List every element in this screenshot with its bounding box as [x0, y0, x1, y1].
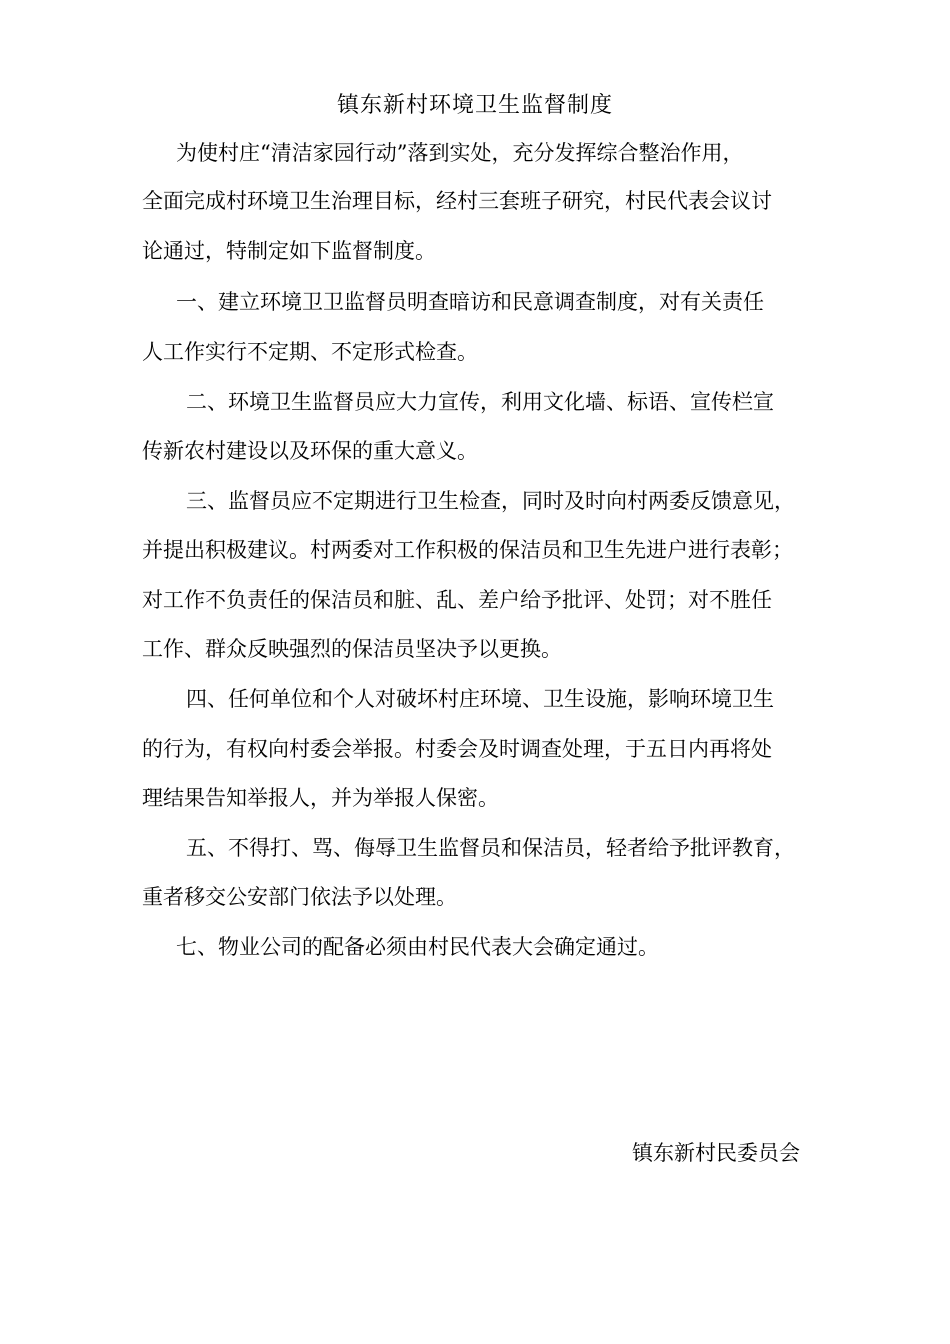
item2-line-2: 传新农村建设以及环保的重大意义。: [142, 439, 478, 463]
item3-line-1: 三、监督员应不定期进行卫生检查，同时及时向村两委反馈意见，: [186, 489, 795, 513]
item4-line-2: 的行为，有权向村委会举报。村委会及时调查处理，于五日内再将处: [142, 737, 772, 761]
item7-line-1: 七、物业公司的配备必须由村民代表大会确定通过。: [176, 935, 659, 959]
document-title: 镇东新村环境卫生监督制度: [336, 93, 613, 118]
item4-line-3: 理结果告知举报人，并为举报人保密。: [142, 786, 499, 810]
signature: 镇东新村民委员会: [632, 1141, 800, 1165]
item2-line-1: 二、环境卫生监督员应大力宣传，利用文化墙、标语、宣传栏宣: [186, 390, 774, 414]
intro-line-3: 论通过，特制定如下监督制度。: [142, 239, 436, 263]
item5-line-2: 重者移交公安部门依法予以处理。: [142, 885, 457, 909]
item3-line-2: 并提出积极建议。村两委对工作积极的保洁员和卫生先进户进行表彰；: [142, 538, 793, 562]
item3-line-3: 对工作不负责任的保洁员和脏、乱、差户给予批评、处罚；对不胜任: [142, 588, 772, 612]
item4-line-1: 四、任何单位和个人对破坏村庄环境、卫生设施，影响环境卫生: [186, 687, 774, 711]
intro-line-1: 为使村庄“清洁家园行动”落到实处，充分发挥综合整治作用，: [176, 141, 744, 165]
item5-line-1: 五、不得打、骂、侮辱卫生监督员和保洁员，轻者给予批评教育，: [186, 836, 795, 860]
item1-line-2: 人工作实行不定期、不定形式检查。: [142, 340, 478, 364]
item1-line-1: 一、建立环境卫卫监督员明查暗访和民意调查制度，对有关责任: [176, 290, 764, 314]
item3-line-4: 工作、群众反映强烈的保洁员坚决予以更换。: [142, 637, 562, 661]
intro-line-2: 全面完成村环境卫生治理目标，经村三套班子研究，村民代表会议讨: [142, 189, 772, 213]
